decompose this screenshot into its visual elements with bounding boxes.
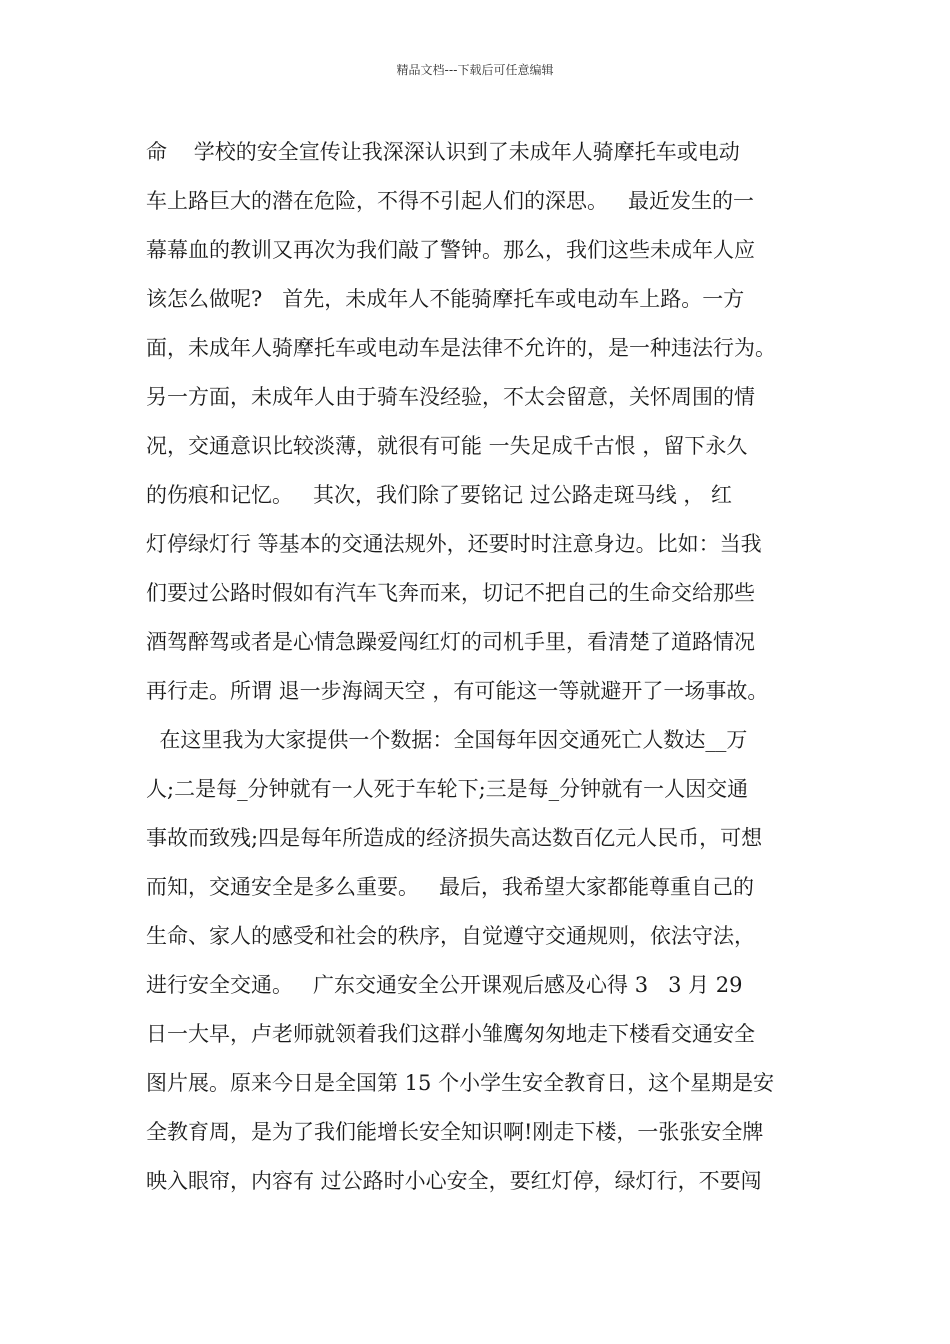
text-line: 命 学校的安全宣传让我深深认识到了未成年人骑摩托车或电动 xyxy=(146,140,740,164)
text-line: 的伤痕和记忆。 其次，我们除了要铭记 过公路走斑马线 ， 红 xyxy=(146,483,733,507)
text-line: 而知，交通安全是多么重要。 最后，我希望大家都能尊重自己的 xyxy=(146,875,755,899)
text-line: 事故而致残;四是每年所造成的经济损失高达数百亿元人民币，可想 xyxy=(146,826,763,850)
text-line: 该怎么做呢? 首先，未成年人不能骑摩托车或电动车上路。一方 xyxy=(146,287,745,311)
text-line: 们要过公路时假如有汽车飞奔而来，切记不把自己的生命交给那些 xyxy=(146,581,755,605)
text-line: 酒驾醉驾或者是心情急躁爱闯红灯的司机手里，看清楚了道路情况 xyxy=(146,630,755,654)
text-line: 灯停绿灯行 等基本的交通法规外，还要时时注意身边。比如：当我 xyxy=(146,532,762,556)
text-line: 面，未成年人骑摩托车或电动车是法律不允许的，是一种违法行为。 xyxy=(146,336,776,360)
text-line: 在这里我为大家提供一个数据：全国每年因交通死亡人数达__万 xyxy=(146,728,748,752)
text-line: 车上路巨大的潜在危险，不得不引起人们的深思。 最近发生的一 xyxy=(146,189,755,213)
text-line: 图片展。原来今日是全国第 15 个小学生安全教育日，这个星期是安 xyxy=(146,1071,775,1095)
text-line: 全教育周，是为了我们能增长安全知识啊!刚走下楼，一张张安全牌 xyxy=(146,1120,764,1144)
text-line: 另一方面，未成年人由于骑车没经验，不太会留意，关怀周围的情 xyxy=(146,385,755,409)
text-line: 进行安全交通。 广东交通安全公开课观后感及心得 3 3 月 29 xyxy=(146,973,743,997)
document-body xyxy=(146,128,818,1206)
page-header: 精品文档---下载后可任意编辑 xyxy=(396,63,554,77)
text-line: 再行走。所谓 退一步海阔天空 ，有可能这一等就避开了一场事故。 xyxy=(146,679,769,703)
text-line: 幕幕血的教训又再次为我们敲了警钟。那么，我们这些未成年人应 xyxy=(146,238,755,262)
text-line: 人;二是每_分钟就有一人死于车轮下;三是每_分钟就有一人因交通 xyxy=(146,777,749,801)
text-line: 生命、家人的感受和社会的秩序，自觉遵守交通规则，依法守法， xyxy=(146,924,755,948)
text-line: 映入眼帘，内容有 过公路时小心安全，要红灯停，绿灯行，不要闯 xyxy=(146,1169,762,1193)
text-line: 况，交通意识比较淡薄，就很有可能 一失足成千古恨 ，留下永久 xyxy=(146,434,748,458)
text-line: 日一大早，卢老师就领着我们这群小雏鹰匆匆地走下楼看交通安全 xyxy=(146,1022,755,1046)
